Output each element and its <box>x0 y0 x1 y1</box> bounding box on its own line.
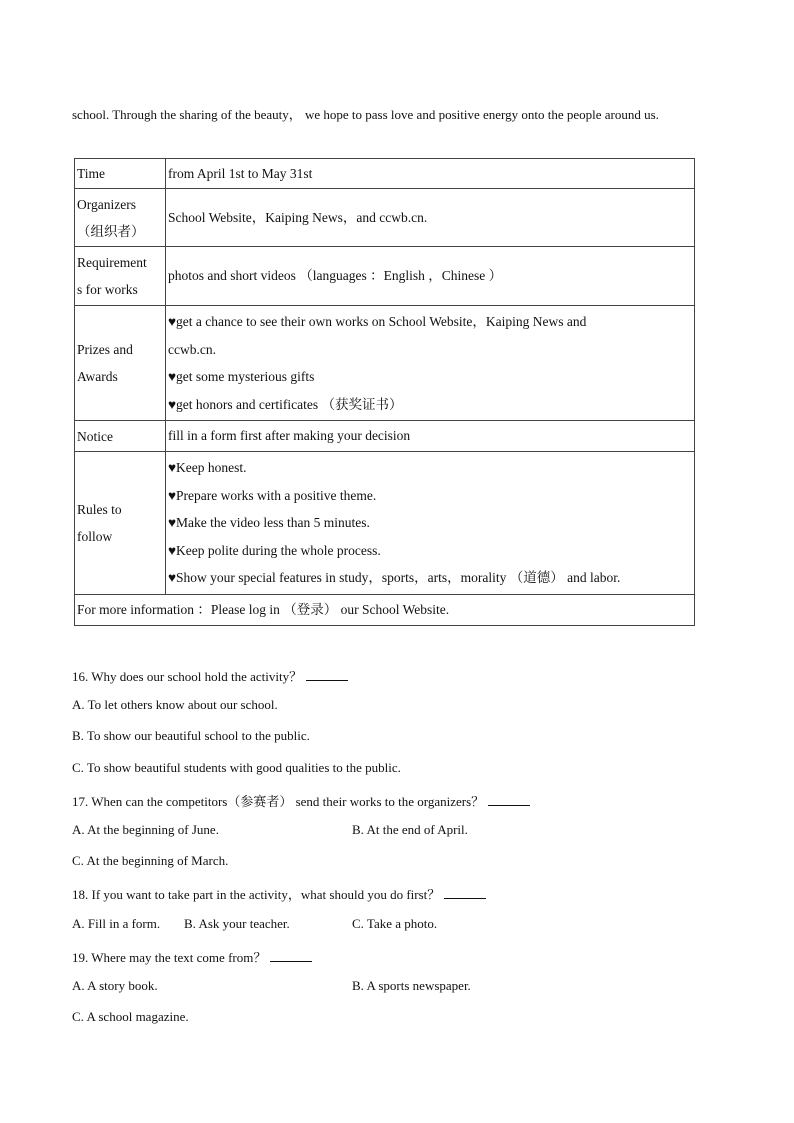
label-prizes: Prizes and Awards <box>75 306 166 421</box>
row-more-info <box>75 595 695 626</box>
rule-line: ♥Make the video less than 5 minutes. <box>168 515 370 531</box>
question-17: 17. When can the competitors（参赛者） send their works to the organizers？ <box>72 791 530 810</box>
row-requirements <box>75 247 695 306</box>
rule-line: ♥Keep polite during the whole process. <box>168 542 381 558</box>
answer-blank <box>488 795 530 806</box>
rule-line: ♥Show your special features in study，sports，arts，morality （道德） and labor. <box>168 570 621 586</box>
prize-line: ♥get some mysterious gifts <box>168 369 315 384</box>
prize-line: ♥get honors and certificates （获奖证书） <box>168 396 403 412</box>
label-organizers: Organizers （组织者） <box>75 189 166 247</box>
value-time: from April 1st to May 31st <box>166 159 695 189</box>
row-notice <box>75 421 695 452</box>
q18-option-a: A. Fill in a form. <box>72 916 161 931</box>
value-notice: fill in a form first after making your decision <box>166 421 695 452</box>
q18-option-b: B. Ask your teacher. <box>184 916 290 931</box>
activity-info-table <box>74 158 695 626</box>
q17-option-b: B. At the end of April. <box>352 822 468 837</box>
label-rules: Rules to follow <box>75 452 166 595</box>
row-rules <box>75 452 695 595</box>
q19-option-b: B. A sports newspaper. <box>352 978 471 993</box>
q19-option-a: A. A story book. <box>72 978 158 993</box>
value-prizes <box>166 306 695 421</box>
prize-line: ♥get a chance to see their own works on School Website，Kaiping News and <box>168 314 587 329</box>
q19-option-c: C. A school magazine. <box>72 1009 189 1024</box>
answer-blank <box>270 951 312 962</box>
q16-option-c: C. To show beautiful students with good qualities to the public. <box>72 760 401 775</box>
answer-blank <box>444 888 486 899</box>
intro-paragraph: school. Through the sharing of the beauty， we hope to pass love and positive energy onto the people around us. <box>72 107 659 122</box>
q17-option-c: C. At the beginning of March. <box>72 853 229 868</box>
value-rules <box>166 452 695 595</box>
rule-line: ♥Keep honest. <box>168 460 247 476</box>
prize-line: ccwb.cn. <box>168 341 216 357</box>
more-info: For more information ：Please log in （登录） our School Website. <box>75 595 695 626</box>
question-19: 19. Where may the text come from？ <box>72 947 312 966</box>
row-organizers <box>75 189 695 247</box>
answer-blank <box>306 670 348 681</box>
q18-option-c: C. Take a photo. <box>352 916 438 931</box>
question-16: 16. Why does our school hold the activity？ <box>72 666 348 685</box>
rule-line: ♥Prepare works with a positive theme. <box>168 487 377 503</box>
label-requirements: Requirement s for works <box>75 247 166 306</box>
q16-option-a: A. To let others know about our school. <box>72 697 278 712</box>
row-prizes <box>75 306 695 421</box>
q16-option-b: B. To show our beautiful school to the public. <box>72 728 310 743</box>
row-time <box>75 159 695 189</box>
label-time: Time <box>75 159 166 189</box>
question-18: 18. If you want to take part in the activity，what should you do first？ <box>72 884 486 903</box>
label-notice: Notice <box>75 421 166 452</box>
q17-option-a: A. At the beginning of June. <box>72 822 219 837</box>
value-organizers: School Website，Kaiping News，and ccwb.cn. <box>166 189 695 247</box>
value-requirements: photos and short videos （languages ：English ，Chinese ） <box>166 247 695 306</box>
